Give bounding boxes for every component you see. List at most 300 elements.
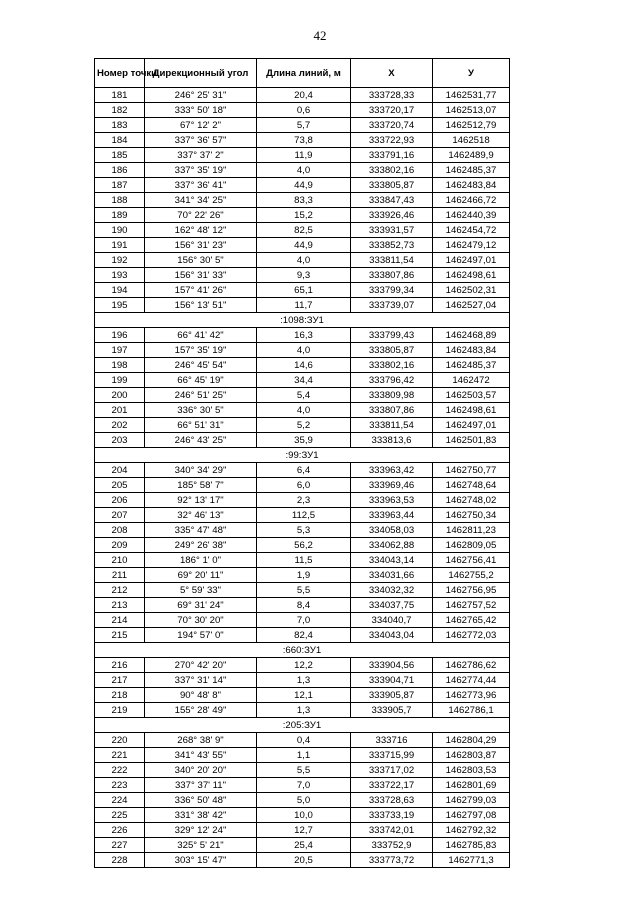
cell-y: 1462755,2 [433,568,510,583]
cell-y: 1462498,61 [433,403,510,418]
cell-y: 1462771,3 [433,853,510,868]
header-direction-angle: Дирекционный угол [145,59,257,88]
cell-point-number: 206 [95,493,145,508]
section-label: :1098:ЗУ1 [95,313,510,328]
table-row [95,433,510,448]
cell-point-number: 193 [95,268,145,283]
cell-y: 1462792,32 [433,823,510,838]
cell-x: 333739,07 [351,298,433,313]
cell-line-length: 10,0 [257,808,351,823]
cell-point-number: 219 [95,703,145,718]
cell-point-number: 198 [95,358,145,373]
cell-line-length: 6,0 [257,478,351,493]
cell-point-number: 225 [95,808,145,823]
cell-x: 333722,17 [351,778,433,793]
cell-line-length: 2,3 [257,493,351,508]
cell-line-length: 4,0 [257,403,351,418]
header-x: Х [351,59,433,88]
cell-y: 1462502,31 [433,283,510,298]
table-row [95,628,510,643]
cell-direction-angle: 156° 31' 33" [145,268,257,283]
cell-point-number: 222 [95,763,145,778]
section-row [95,448,510,463]
cell-point-number: 205 [95,478,145,493]
cell-line-length: 112,5 [257,508,351,523]
cell-direction-angle: 66° 51' 31" [145,418,257,433]
cell-x: 334032,32 [351,583,433,598]
cell-y: 1462765,42 [433,613,510,628]
cell-y: 1462799,03 [433,793,510,808]
cell-line-length: 12,2 [257,658,351,673]
section-row [95,313,510,328]
cell-point-number: 192 [95,253,145,268]
cell-direction-angle: 341° 43' 55" [145,748,257,763]
cell-x: 333715,99 [351,748,433,763]
cell-line-length: 25,4 [257,838,351,853]
section-row [95,718,510,733]
cell-y: 1462501,83 [433,433,510,448]
cell-line-length: 12,7 [257,823,351,838]
cell-line-length: 14,6 [257,358,351,373]
cell-direction-angle: 337° 37' 11" [145,778,257,793]
cell-y: 1462774,44 [433,673,510,688]
cell-point-number: 202 [95,418,145,433]
cell-direction-angle: 246° 25' 31" [145,88,257,103]
cell-y: 1462513,07 [433,103,510,118]
cell-y: 1462485,37 [433,163,510,178]
cell-point-number: 190 [95,223,145,238]
cell-y: 1462750,77 [433,463,510,478]
header-point-number: Номер точки [95,59,145,88]
cell-y: 1462804,29 [433,733,510,748]
cell-point-number: 201 [95,403,145,418]
cell-y: 1462801,69 [433,778,510,793]
table-row [95,283,510,298]
cell-direction-angle: 32° 46' 13" [145,508,257,523]
cell-x: 333926,46 [351,208,433,223]
cell-x: 333742,01 [351,823,433,838]
cell-y: 1462479,12 [433,238,510,253]
table-row [95,583,510,598]
table-row [95,328,510,343]
cell-line-length: 11,7 [257,298,351,313]
cell-line-length: 1,1 [257,748,351,763]
cell-point-number: 221 [95,748,145,763]
cell-y: 1462518 [433,133,510,148]
cell-direction-angle: 69° 31' 24" [145,598,257,613]
table-row [95,778,510,793]
cell-direction-angle: 270° 42' 20" [145,658,257,673]
cell-point-number: 207 [95,508,145,523]
cell-x: 334043,04 [351,628,433,643]
cell-x: 333720,17 [351,103,433,118]
cell-y: 1462750,34 [433,508,510,523]
cell-y: 1462757,52 [433,598,510,613]
cell-direction-angle: 156° 31' 23" [145,238,257,253]
cell-x: 333799,34 [351,283,433,298]
cell-y: 1462468,89 [433,328,510,343]
cell-y: 1462756,41 [433,553,510,568]
cell-line-length: 4,0 [257,343,351,358]
header-line-length: Длина линий, м [257,59,351,88]
cell-line-length: 20,4 [257,88,351,103]
cell-x: 334040,7 [351,613,433,628]
cell-point-number: 214 [95,613,145,628]
cell-line-length: 5,3 [257,523,351,538]
cell-y: 1462483,84 [433,178,510,193]
table-row [95,178,510,193]
table-row [95,223,510,238]
cell-line-length: 73,8 [257,133,351,148]
cell-line-length: 5,5 [257,763,351,778]
cell-x: 333811,54 [351,253,433,268]
cell-point-number: 209 [95,538,145,553]
table-row [95,808,510,823]
cell-point-number: 183 [95,118,145,133]
table-row [95,133,510,148]
cell-direction-angle: 70° 30' 20" [145,613,257,628]
table-header-row [95,59,510,88]
cell-point-number: 188 [95,193,145,208]
cell-line-length: 35,9 [257,433,351,448]
cell-direction-angle: 341° 34' 25" [145,193,257,208]
cell-point-number: 185 [95,148,145,163]
cell-line-length: 11,5 [257,553,351,568]
cell-point-number: 195 [95,298,145,313]
table-row [95,748,510,763]
cell-y: 1462440,39 [433,208,510,223]
cell-direction-angle: 156° 30' 5" [145,253,257,268]
cell-x: 334058,03 [351,523,433,538]
cell-x: 333847,43 [351,193,433,208]
cell-point-number: 199 [95,373,145,388]
table-row [95,703,510,718]
cell-x: 333716 [351,733,433,748]
cell-direction-angle: 337° 35' 19" [145,163,257,178]
cell-y: 1462503,57 [433,388,510,403]
cell-line-length: 8,4 [257,598,351,613]
cell-line-length: 4,0 [257,253,351,268]
cell-line-length: 56,2 [257,538,351,553]
table-row [95,478,510,493]
cell-direction-angle: 194° 57' 0" [145,628,257,643]
table-row [95,208,510,223]
cell-y: 1462466,72 [433,193,510,208]
cell-line-length: 5,7 [257,118,351,133]
cell-point-number: 224 [95,793,145,808]
table-row [95,553,510,568]
cell-direction-angle: 162° 48' 12" [145,223,257,238]
table-row [95,598,510,613]
cell-x: 334043,14 [351,553,433,568]
section-row [95,643,510,658]
cell-x: 333904,71 [351,673,433,688]
cell-point-number: 208 [95,523,145,538]
cell-x: 333796,42 [351,373,433,388]
table-row [95,163,510,178]
table-row [95,148,510,163]
cell-point-number: 186 [95,163,145,178]
cell-y: 1462527,04 [433,298,510,313]
cell-direction-angle: 303° 15' 47" [145,853,257,868]
cell-line-length: 9,3 [257,268,351,283]
table-row [95,823,510,838]
cell-x: 333963,44 [351,508,433,523]
cell-direction-angle: 333° 50' 18" [145,103,257,118]
cell-direction-angle: 70° 22' 26" [145,208,257,223]
cell-line-length: 1,3 [257,703,351,718]
cell-point-number: 227 [95,838,145,853]
table-row [95,838,510,853]
table-row [95,793,510,808]
cell-direction-angle: 336° 30' 5" [145,403,257,418]
table-row [95,493,510,508]
cell-y: 1462531,77 [433,88,510,103]
cell-direction-angle: 249° 26' 38" [145,538,257,553]
cell-x: 333807,86 [351,403,433,418]
cell-line-length: 44,9 [257,178,351,193]
cell-direction-angle: 337° 31' 14" [145,673,257,688]
cell-direction-angle: 92° 13' 17" [145,493,257,508]
cell-line-length: 82,4 [257,628,351,643]
cell-y: 1462786,62 [433,658,510,673]
cell-direction-angle: 69° 20' 11" [145,568,257,583]
table-row [95,418,510,433]
cell-point-number: 203 [95,433,145,448]
cell-point-number: 184 [95,133,145,148]
header-y: У [433,59,510,88]
cell-point-number: 210 [95,553,145,568]
page-number: 42 [313,28,327,43]
cell-line-length: 5,0 [257,793,351,808]
cell-point-number: 216 [95,658,145,673]
cell-point-number: 218 [95,688,145,703]
table-row [95,673,510,688]
cell-point-number: 196 [95,328,145,343]
cell-line-length: 1,9 [257,568,351,583]
cell-direction-angle: 155° 28' 49" [145,703,257,718]
cell-line-length: 5,5 [257,583,351,598]
table-row [95,373,510,388]
cell-x: 334037,75 [351,598,433,613]
cell-direction-angle: 336° 50' 48" [145,793,257,808]
cell-y: 1462472 [433,373,510,388]
cell-x: 333852,73 [351,238,433,253]
cell-line-length: 4,0 [257,163,351,178]
cell-direction-angle: 329° 12' 24" [145,823,257,838]
cell-x: 333805,87 [351,343,433,358]
table-row [95,508,510,523]
cell-point-number: 215 [95,628,145,643]
cell-line-length: 83,3 [257,193,351,208]
cell-x: 333811,54 [351,418,433,433]
cell-x: 333904,56 [351,658,433,673]
cell-y: 1462803,87 [433,748,510,763]
cell-x: 333802,16 [351,358,433,373]
table-row [95,88,510,103]
cell-line-length: 12,1 [257,688,351,703]
cell-point-number: 181 [95,88,145,103]
cell-y: 1462785,83 [433,838,510,853]
table-row [95,238,510,253]
cell-line-length: 16,3 [257,328,351,343]
cell-direction-angle: 66° 45' 19" [145,373,257,388]
cell-line-length: 7,0 [257,778,351,793]
cell-y: 1462786,1 [433,703,510,718]
cell-x: 333728,63 [351,793,433,808]
cell-line-length: 5,2 [257,418,351,433]
cell-point-number: 226 [95,823,145,838]
cell-point-number: 211 [95,568,145,583]
cell-line-length: 0,6 [257,103,351,118]
cell-direction-angle: 268° 38' 9" [145,733,257,748]
table-row [95,103,510,118]
cell-point-number: 220 [95,733,145,748]
cell-point-number: 187 [95,178,145,193]
cell-x: 333963,53 [351,493,433,508]
cell-point-number: 194 [95,283,145,298]
cell-point-number: 213 [95,598,145,613]
cell-x: 333733,19 [351,808,433,823]
cell-y: 1462809,05 [433,538,510,553]
cell-line-length: 6,4 [257,463,351,478]
coordinates-table [94,58,510,868]
cell-line-length: 20,5 [257,853,351,868]
cell-line-length: 5,4 [257,388,351,403]
table-row [95,538,510,553]
cell-x: 333905,7 [351,703,433,718]
table-row [95,193,510,208]
cell-direction-angle: 246° 45' 54" [145,358,257,373]
cell-line-length: 44,9 [257,238,351,253]
cell-x: 333805,87 [351,178,433,193]
cell-y: 1462454,72 [433,223,510,238]
table-body [95,88,510,868]
cell-point-number: 204 [95,463,145,478]
table-row [95,388,510,403]
table-row [95,463,510,478]
cell-y: 1462803,53 [433,763,510,778]
cell-y: 1462773,96 [433,688,510,703]
cell-direction-angle: 246° 51' 25" [145,388,257,403]
cell-direction-angle: 337° 36' 41" [145,178,257,193]
table-row [95,658,510,673]
cell-y: 1462512,79 [433,118,510,133]
cell-x: 333791,16 [351,148,433,163]
cell-x: 333813,6 [351,433,433,448]
cell-x: 333722,93 [351,133,433,148]
cell-direction-angle: 157° 35' 19" [145,343,257,358]
cell-point-number: 212 [95,583,145,598]
cell-direction-angle: 340° 34' 29" [145,463,257,478]
cell-y: 1462756,95 [433,583,510,598]
table-row [95,763,510,778]
cell-direction-angle: 246° 43' 25" [145,433,257,448]
table-row [95,688,510,703]
cell-direction-angle: 331° 38' 42" [145,808,257,823]
section-label: :99:ЗУ1 [95,448,510,463]
cell-direction-angle: 325° 5' 21" [145,838,257,853]
cell-line-length: 34,4 [257,373,351,388]
cell-x: 333969,46 [351,478,433,493]
cell-x: 333963,42 [351,463,433,478]
table-row [95,523,510,538]
cell-line-length: 7,0 [257,613,351,628]
cell-line-length: 1,3 [257,673,351,688]
cell-y: 1462485,37 [433,358,510,373]
cell-direction-angle: 337° 36' 57" [145,133,257,148]
cell-x: 334031,66 [351,568,433,583]
cell-line-length: 65,1 [257,283,351,298]
cell-point-number: 228 [95,853,145,868]
cell-direction-angle: 156° 13' 51" [145,298,257,313]
cell-line-length: 15,2 [257,208,351,223]
cell-point-number: 223 [95,778,145,793]
section-label: :660:ЗУ1 [95,643,510,658]
table-row [95,268,510,283]
cell-direction-angle: 90° 48' 8" [145,688,257,703]
table-row [95,118,510,133]
cell-line-length: 0,4 [257,733,351,748]
cell-y: 1462497,01 [433,418,510,433]
cell-x: 333773,72 [351,853,433,868]
cell-x: 333807,86 [351,268,433,283]
section-label: :205:ЗУ1 [95,718,510,733]
cell-point-number: 189 [95,208,145,223]
cell-x: 333802,16 [351,163,433,178]
cell-point-number: 191 [95,238,145,253]
table-row [95,733,510,748]
cell-y: 1462498,61 [433,268,510,283]
cell-x: 333720,74 [351,118,433,133]
cell-point-number: 182 [95,103,145,118]
cell-y: 1462748,64 [433,478,510,493]
cell-point-number: 197 [95,343,145,358]
cell-x: 333728,33 [351,88,433,103]
cell-x: 334062,88 [351,538,433,553]
cell-direction-angle: 186° 1' 0" [145,553,257,568]
cell-line-length: 82,5 [257,223,351,238]
cell-point-number: 200 [95,388,145,403]
table-row [95,853,510,868]
cell-y: 1462797,08 [433,808,510,823]
cell-x: 333799,43 [351,328,433,343]
cell-x: 333809,98 [351,388,433,403]
cell-direction-angle: 335° 47' 48" [145,523,257,538]
cell-direction-angle: 157° 41' 26" [145,283,257,298]
cell-x: 333931,57 [351,223,433,238]
cell-y: 1462772,03 [433,628,510,643]
cell-y: 1462811,23 [433,523,510,538]
cell-x: 333717,02 [351,763,433,778]
table-row [95,253,510,268]
cell-line-length: 11,9 [257,148,351,163]
cell-y: 1462748,02 [433,493,510,508]
table-row [95,358,510,373]
cell-direction-angle: 185° 58' 7" [145,478,257,493]
table-row [95,403,510,418]
cell-direction-angle: 66° 41' 42" [145,328,257,343]
cell-point-number: 217 [95,673,145,688]
table-row [95,613,510,628]
cell-y: 1462497,01 [433,253,510,268]
cell-y: 1462489,9 [433,148,510,163]
cell-x: 333752,9 [351,838,433,853]
cell-direction-angle: 340° 20' 20" [145,763,257,778]
cell-direction-angle: 5° 59' 33" [145,583,257,598]
cell-direction-angle: 337° 37' 2" [145,148,257,163]
table-row [95,568,510,583]
